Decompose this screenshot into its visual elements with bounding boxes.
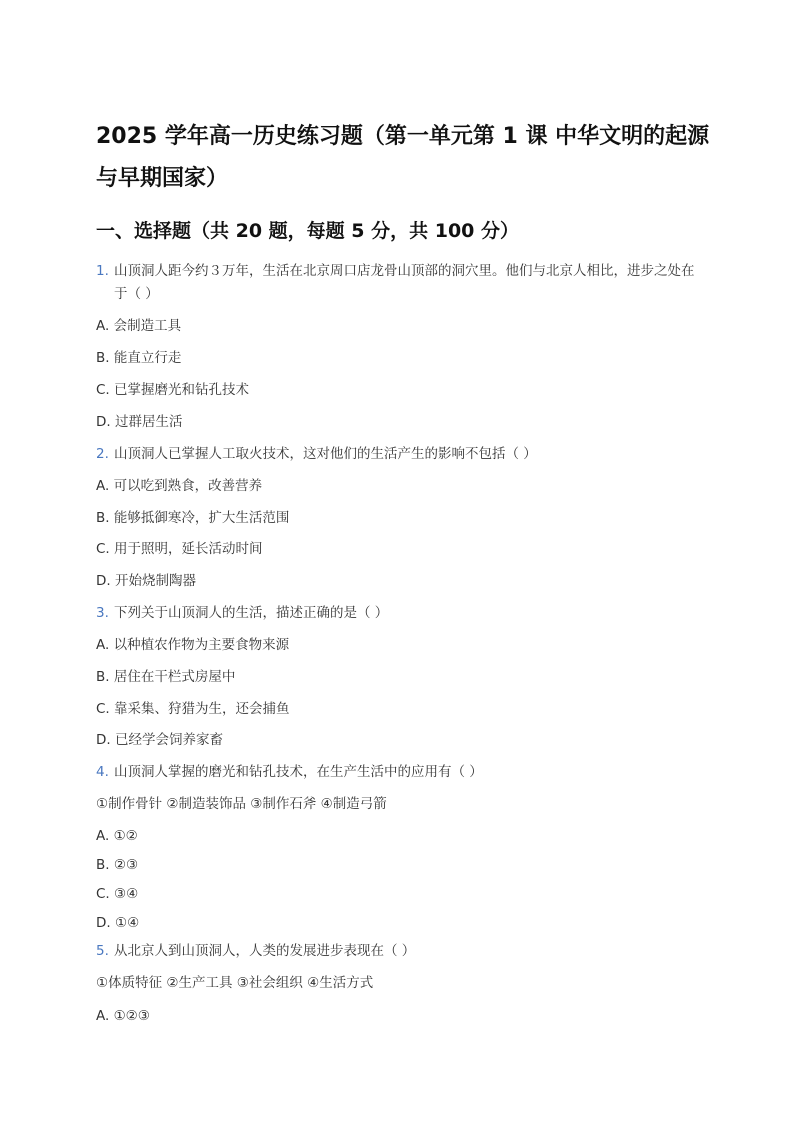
question-1	[96, 260, 706, 306]
question-3	[96, 603, 388, 623]
option-c[interactable]: C. 已掌握磨光和钻孔技术	[96, 382, 250, 398]
question-number: 5.	[96, 943, 109, 959]
option-b[interactable]: B. ②③	[96, 857, 139, 873]
question-statements: ①体质特征 ②生产工具 ③社会组织 ④生活方式	[96, 975, 374, 991]
question-number: 2.	[96, 446, 109, 462]
question-text: 从北京人到山顶洞人，人类的发展进步表现在（ ）	[114, 943, 416, 959]
question-number: 3.	[96, 605, 109, 621]
option-b[interactable]: B. 居住在干栏式房屋中	[96, 669, 236, 685]
question-statements: ①制作骨针 ②制造装饰品 ③制作石斧 ④制造弓箭	[96, 796, 387, 812]
document-title: 2025 学年高一历史练习题（第一单元第 1 课 中华文明的起源与早期国家）	[96, 124, 710, 191]
option-d[interactable]: D. 过群居生活	[96, 414, 183, 430]
option-c[interactable]: C. ③④	[96, 886, 139, 902]
question-text: 山顶洞人掌握的磨光和钻孔技术，在生产生活中的应用有（ ）	[114, 764, 483, 780]
option-d[interactable]: D. 已经学会饲养家畜	[96, 732, 223, 748]
option-a[interactable]: A. ①②	[96, 828, 138, 844]
question-number: 1.	[96, 263, 109, 279]
question-text: 山顶洞人距今约３万年，生活在北京周口店龙骨山顶部的洞穴里。他们与北京人相比，进步之处在于（ ）	[114, 263, 695, 302]
question-text: 下列关于山顶洞人的生活，描述正确的是（ ）	[114, 605, 389, 621]
option-a[interactable]: A. 会制造工具	[96, 318, 182, 334]
option-a[interactable]: A. 以种植农作物为主要食物来源	[96, 637, 290, 653]
question-number: 4.	[96, 764, 109, 780]
option-a[interactable]: A. ①②③	[96, 1008, 150, 1024]
question-2	[96, 444, 537, 464]
option-c[interactable]: C. 靠采集、狩猎为生，还会捕鱼	[96, 701, 290, 717]
question-text: 山顶洞人已掌握人工取火技术，这对他们的生活产生的影响不包括（ ）	[114, 446, 537, 462]
question-5	[96, 941, 415, 961]
option-c[interactable]: C. 用于照明，延长活动时间	[96, 541, 263, 557]
option-d[interactable]: D. 开始烧制陶器	[96, 573, 196, 589]
option-b[interactable]: B. 能直立行走	[96, 350, 182, 366]
option-d[interactable]: D. ①④	[96, 915, 140, 931]
option-b[interactable]: B. 能够抵御寒冷，扩大生活范围	[96, 510, 290, 526]
question-4	[96, 762, 483, 782]
option-a[interactable]: A. 可以吃到熟食，改善营养	[96, 478, 263, 494]
section-heading: 一、选择题（共 20 题，每题 5 分，共 100 分）	[96, 220, 520, 242]
